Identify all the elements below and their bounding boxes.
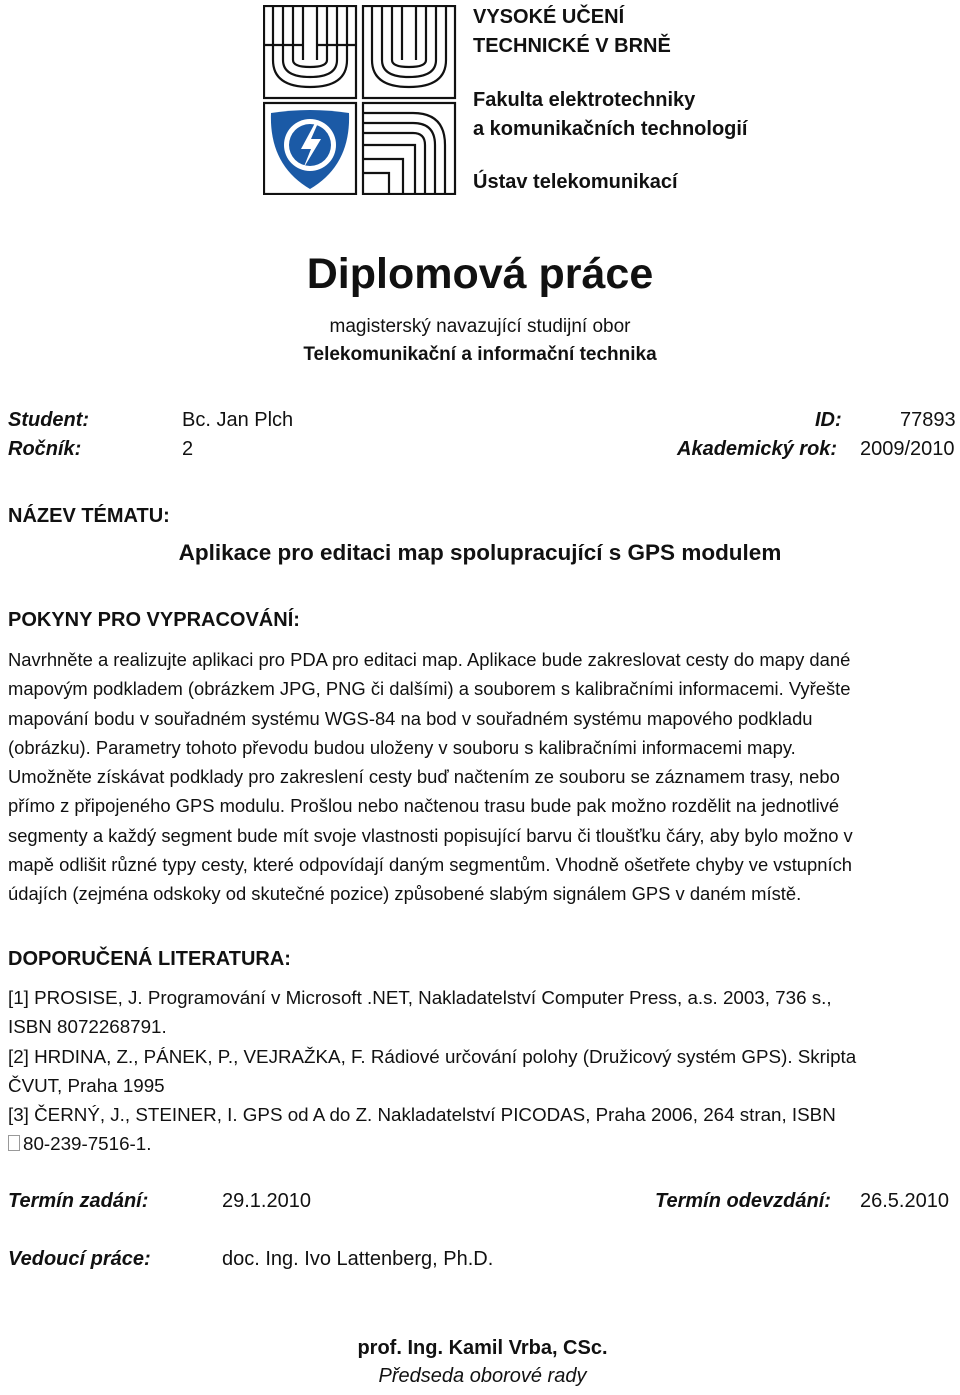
due-date-label: Termín odevzdání: xyxy=(655,1190,831,1212)
reference-line: [2] HRDINA, Z., PÁNEK, P., VEJRAŽKA, F. Rádiové určování polohy (Družicový systém GPS). Skripta xyxy=(8,1045,857,1067)
instructions-line: Umožněte získávat podklady pro zakreslení cesty buď načtením ze souboru se záznamem trasy, nebo xyxy=(8,766,840,788)
instructions-line: mapě odlišit různé typy cesty, které odpovídají daným segmentům. Vhodně ošetřete chyby ve vstupních xyxy=(8,854,853,876)
assigned-date-label: Termín zadání: xyxy=(8,1190,149,1212)
faculty-name-line-2: a komunikačních technologií xyxy=(473,118,748,140)
instructions-line: mapování bodu v souřadném systému WGS-84 na bod v souřadném systému mapového podkladu xyxy=(8,707,813,729)
literature-list xyxy=(8,983,958,1159)
student-id: 77893 xyxy=(900,409,956,431)
vut-logo-icon xyxy=(263,5,463,195)
reference-line-text: 80-239-7516-1. xyxy=(23,1133,152,1155)
id-label: ID: xyxy=(815,409,842,431)
university-name-line-2: TECHNICKÉ V BRNĚ xyxy=(473,35,671,57)
department-name: Ústav telekomunikací xyxy=(473,171,678,193)
supervisor-label: Vedoucí práce: xyxy=(8,1248,151,1270)
assigned-date: 29.1.2010 xyxy=(222,1190,311,1212)
year-label: Ročník: xyxy=(8,438,82,460)
instructions-line: údajích (zejména odskoky od skutečné pozice) způsobené slabým signálem GPS v daném místě. xyxy=(8,883,802,905)
missing-glyph-icon xyxy=(8,1135,20,1151)
reference-line: [3] ČERNÝ, J., STEINER, I. GPS od A do Z. Nakladatelství PICODAS, Praha 2006, 264 stran, ISBN xyxy=(8,1104,836,1126)
instructions-text xyxy=(8,645,958,909)
study-program: magisterský navazující studijní obor xyxy=(329,316,631,337)
literature-heading: DOPORUČENÁ LITERATURA: xyxy=(8,948,291,970)
topic-title: Aplikace pro editaci map spolupracující s GPS modulem xyxy=(178,540,782,565)
university-name-line-1: VYSOKÉ UČENÍ xyxy=(473,6,625,28)
supervisor-name: doc. Ing. Ivo Lattenberg, Ph.D. xyxy=(222,1248,494,1270)
topic-heading: NÁZEV TÉMATU: xyxy=(8,505,170,527)
reference-line xyxy=(8,1129,958,1158)
instructions-heading: POKYNY PRO VYPRACOVÁNÍ: xyxy=(8,609,300,631)
instructions-line: Navrhněte a realizujte aplikaci pro PDA pro editaci map. Aplikace bude zakreslovat cesty do mapy dané xyxy=(8,649,851,670)
student-name: Bc. Jan Plch xyxy=(182,409,294,431)
instructions-line: (obrázku). Parametry tohoto převodu budou uloženy v souboru s kalibračními informacemi mapy. xyxy=(8,736,796,758)
student-label: Student: xyxy=(8,409,90,431)
reference-line: ISBN 8072268791. xyxy=(8,1016,167,1038)
reference-line: [1] PROSISE, J. Programování v Microsoft .NET, Nakladatelství Computer Press, a.s. 2003, 736 s., xyxy=(8,987,832,1008)
reference-line: ČVUT, Praha 1995 xyxy=(8,1074,165,1096)
signatory-name: prof. Ing. Kamil Vrba, CSc. xyxy=(357,1337,608,1359)
document-title: Diplomová práce xyxy=(306,250,654,298)
academic-year-value: 2009/2010 xyxy=(860,438,955,460)
instructions-line: mapovým podkladem (obrázkem JPG, PNG či dalšími) a souborem s kalibračními informacemi. Vyřešte xyxy=(8,678,851,700)
year-value: 2 xyxy=(182,438,194,460)
instructions-line: přímo z připojeného GPS modulu. Prošlou nebo načtenou trasu bude pak možno rozdělit na jednotlivé xyxy=(8,795,840,817)
academic-year-label: Akademický rok: xyxy=(677,438,838,460)
signatory-role: Předseda oborové rady xyxy=(378,1365,587,1387)
study-field: Telekomunikační a informační technika xyxy=(303,344,657,365)
due-date: 26.5.2010 xyxy=(860,1190,949,1212)
instructions-line: segmenty a každý segment bude mít svoje vlastnosti popisující barvu či tloušťku čáry, aby bylo možno v xyxy=(8,824,853,846)
faculty-name-line-1: Fakulta elektrotechniky xyxy=(473,89,696,111)
